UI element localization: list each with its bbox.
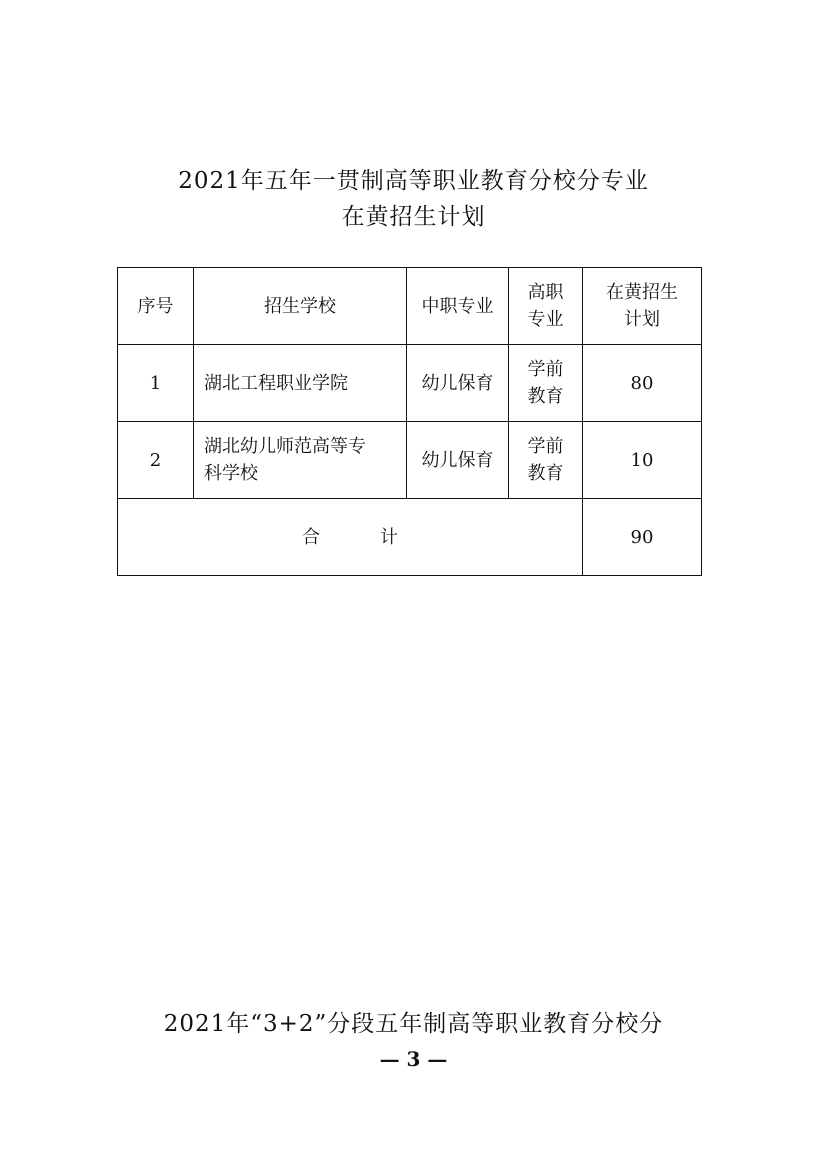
row-school-line2: 科学校 xyxy=(204,463,258,484)
total-label xyxy=(118,499,583,576)
row-school-line1: 湖北幼儿师范高等专 xyxy=(204,436,366,457)
table-row xyxy=(118,422,702,499)
row-higher-major xyxy=(509,422,583,499)
row-secondary-major: 幼儿保育 xyxy=(407,345,509,422)
header-higher-major-line2: 专业 xyxy=(527,309,564,330)
table-row xyxy=(118,345,702,422)
row-higher-major-line1: 学前 xyxy=(527,359,564,380)
total-value: 90 xyxy=(583,499,702,576)
total-label-part1: 合 xyxy=(302,526,320,548)
total-label-part2: 计 xyxy=(380,526,398,548)
header-higher-major xyxy=(509,268,583,345)
next-section-title: 2021年“3+2”分段五年制高等职业教育分校分 xyxy=(163,1011,664,1037)
row-plan: 80 xyxy=(583,345,702,422)
page-number: — 3 — xyxy=(379,1047,448,1071)
header-secondary-major: 中职专业 xyxy=(407,268,509,345)
header-index: 序号 xyxy=(118,268,194,345)
header-higher-major-line1: 高职 xyxy=(527,282,564,303)
row-higher-major-line2: 教育 xyxy=(527,386,564,407)
row-index: 2 xyxy=(118,422,194,499)
header-plan-line1: 在黄招生 xyxy=(606,282,678,303)
row-secondary-major: 幼儿保育 xyxy=(407,422,509,499)
table-header-row xyxy=(118,268,702,345)
row-index: 1 xyxy=(118,345,194,422)
header-plan xyxy=(583,268,702,345)
enrollment-plan-table xyxy=(117,267,702,576)
row-plan: 10 xyxy=(583,422,702,499)
row-school: 湖北工程职业学院 xyxy=(194,345,407,422)
header-plan-line2: 计划 xyxy=(624,309,660,330)
document-title-line2: 在黄招生计划 xyxy=(341,204,486,230)
row-higher-major-line2: 教育 xyxy=(527,463,564,484)
row-school xyxy=(194,422,407,499)
row-higher-major xyxy=(509,345,583,422)
table-total-row xyxy=(118,499,702,576)
document-title-line1: 2021年五年一贯制高等职业教育分校分专业 xyxy=(178,168,649,194)
header-school: 招生学校 xyxy=(194,268,407,345)
row-higher-major-line1: 学前 xyxy=(527,436,564,457)
